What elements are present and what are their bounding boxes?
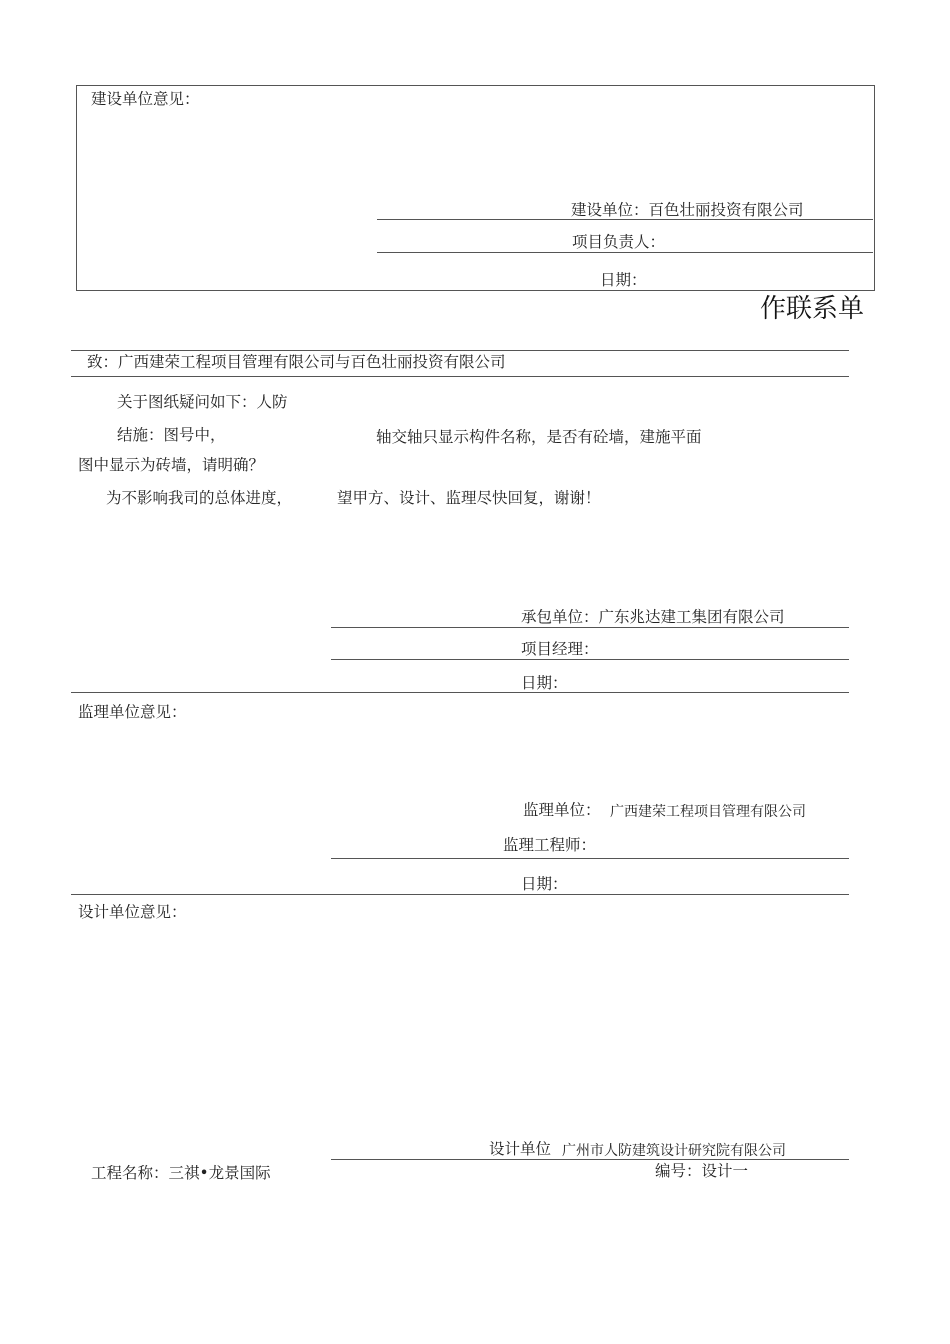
- page-title: 作联系单: [760, 294, 865, 324]
- designer-unit-name: 广州市人防建筑设计研究院有限公司: [562, 1143, 786, 1159]
- contractor-manager-label: 项目经理：: [521, 640, 599, 658]
- contractor-unit-underline: [331, 627, 849, 628]
- document-number: 编号：设计一: [655, 1162, 749, 1180]
- to-line: 致：广西建荣工程项目管理有限公司与百色壮丽投资有限公司: [87, 353, 506, 371]
- contractor-unit-line: 承包单位：广东兆达建工集团有限公司: [521, 608, 785, 626]
- supervisor-engineer-label: 监理工程师：: [503, 836, 597, 854]
- supervisor-opinion-label: 监理单位意见：: [78, 703, 187, 721]
- supervisor-unit-label: 监理单位：: [523, 801, 601, 819]
- body-line-4a: 为不影响我司的总体进度，: [106, 489, 293, 507]
- supervisor-engineer-underline: [331, 858, 849, 859]
- project-name: 工程名称：三祺•龙景国际: [91, 1164, 271, 1182]
- supervisor-section-rule: [71, 894, 849, 895]
- body-line-3: 图中显示为砖墙，请明确？: [78, 456, 265, 474]
- contractor-manager-underline: [331, 659, 849, 660]
- designer-opinion-label: 设计单位意见：: [78, 903, 187, 921]
- contractor-section-rule: [71, 692, 849, 693]
- supervisor-unit-name: 广西建荣工程项目管理有限公司: [610, 804, 806, 820]
- body-line-1: 关于图纸疑问如下：人防: [117, 393, 288, 411]
- contractor-date-label: 日期：: [521, 674, 568, 692]
- body-line-2b: 轴交轴只显示构件名称，是否有砼墙，建施平面: [376, 428, 702, 446]
- to-line-bottom-rule: [71, 376, 849, 377]
- body-line-2a: 结施：图号中，: [117, 426, 226, 444]
- owner-unit-underline: [377, 219, 873, 220]
- owner-manager-label: 项目负责人：: [572, 233, 666, 251]
- owner-manager-underline: [377, 252, 873, 253]
- owner-date-label: 日期：: [600, 271, 647, 289]
- owner-opinion-label: 建设单位意见：: [91, 90, 200, 108]
- body-line-4b: 望甲方、设计、监理尽快回复，谢谢！: [337, 489, 601, 507]
- to-line-top-rule: [71, 350, 849, 351]
- owner-opinion-box: [76, 85, 875, 291]
- designer-unit-underline: [331, 1159, 849, 1160]
- designer-unit-label: 设计单位: [489, 1140, 552, 1158]
- owner-unit-line: 建设单位：百色壮丽投资有限公司: [571, 201, 804, 219]
- supervisor-date-label: 日期：: [521, 875, 568, 893]
